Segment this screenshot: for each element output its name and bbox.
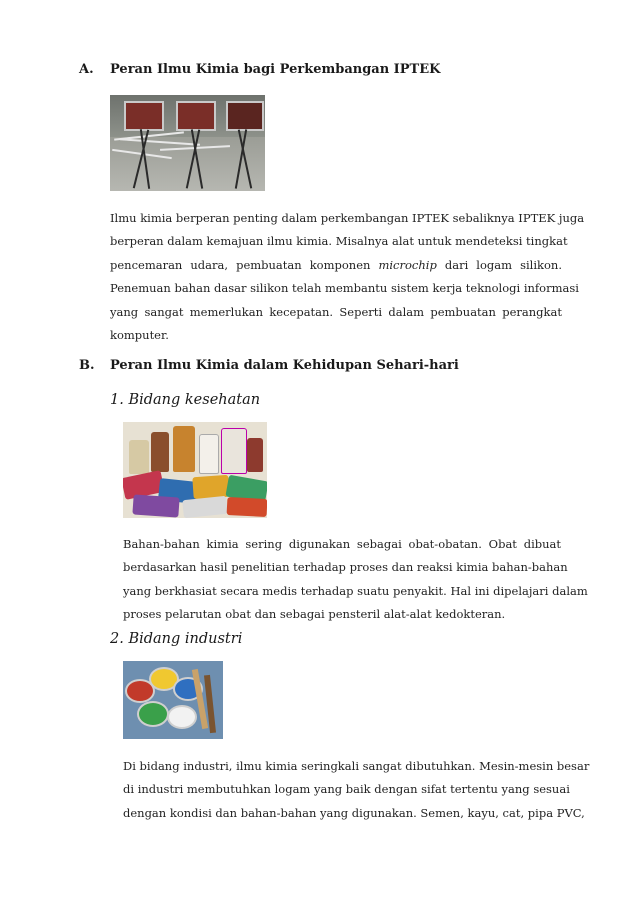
section-b-letter: B. (79, 358, 95, 373)
paragraph-line: Ilmu kimia berperan penting dalam perkembangan IPTEK sebaliknya IPTEK juga (110, 211, 585, 225)
subsection-industry-title: 2. Bidang industri (110, 631, 243, 647)
subsection-health-title: 1. Bidang kesehatan (110, 392, 261, 408)
microchip-term: microchip (378, 257, 437, 272)
paragraph-line: Penemuan bahan dasar silikon telah membantu sistem kerja teknologi informasi (110, 281, 579, 296)
paragraph-line: pencemaran udara, pembuatan komponen microchip dari logam silikon. (110, 257, 562, 272)
paragraph-line: dengan kondisi dan bahan-bahan yang digunakan. Semen, kayu, cat, pipa PVC, (123, 805, 585, 820)
paragraph-line: yang berkhasiat secara medis terhadap suatu penyakit. Hal ini dipelajari dalam (123, 583, 588, 598)
paragraph-line: Bahan-bahan kimia sering digunakan sebagai obat-obatan. Obat dibuat (123, 537, 561, 551)
paragraph-line: yang sangat memerlukan kecepatan. Seperti dalam pembuatan perangkat (110, 304, 562, 319)
paint-cans-image (123, 661, 223, 739)
air-monitoring-equipment-image (110, 95, 265, 191)
subsection-industry-paragraph (123, 755, 590, 825)
paragraph-line: Di bidang industri, ilmu kimia seringkali sangat dibutuhkan. Mesin-mesin besar (123, 759, 590, 773)
subsection-health-paragraph (123, 533, 588, 627)
section-a-title: Peran Ilmu Kimia bagi Perkembangan IPTEK (110, 62, 441, 77)
paragraph-line: berdasarkan hasil penelitian terhadap proses dan reaksi kimia bahan-bahan (123, 560, 568, 575)
section-a-letter: A. (79, 62, 94, 77)
paragraph-line: di industri membutuhkan logam yang baik dengan sifat tertentu yang sesuai (123, 782, 570, 797)
section-a-paragraph (110, 207, 585, 347)
medicines-image (123, 422, 267, 518)
paragraph-line: komputer. (110, 328, 169, 343)
paragraph-line: berperan dalam kemajuan ilmu kimia. Misalnya alat untuk mendeteksi tingkat (110, 234, 568, 249)
section-b-title: Peran Ilmu Kimia dalam Kehidupan Sehari-hari (110, 358, 459, 373)
paragraph-line: proses pelarutan obat dan sebagai pensteril alat-alat kedokteran. (123, 607, 506, 622)
